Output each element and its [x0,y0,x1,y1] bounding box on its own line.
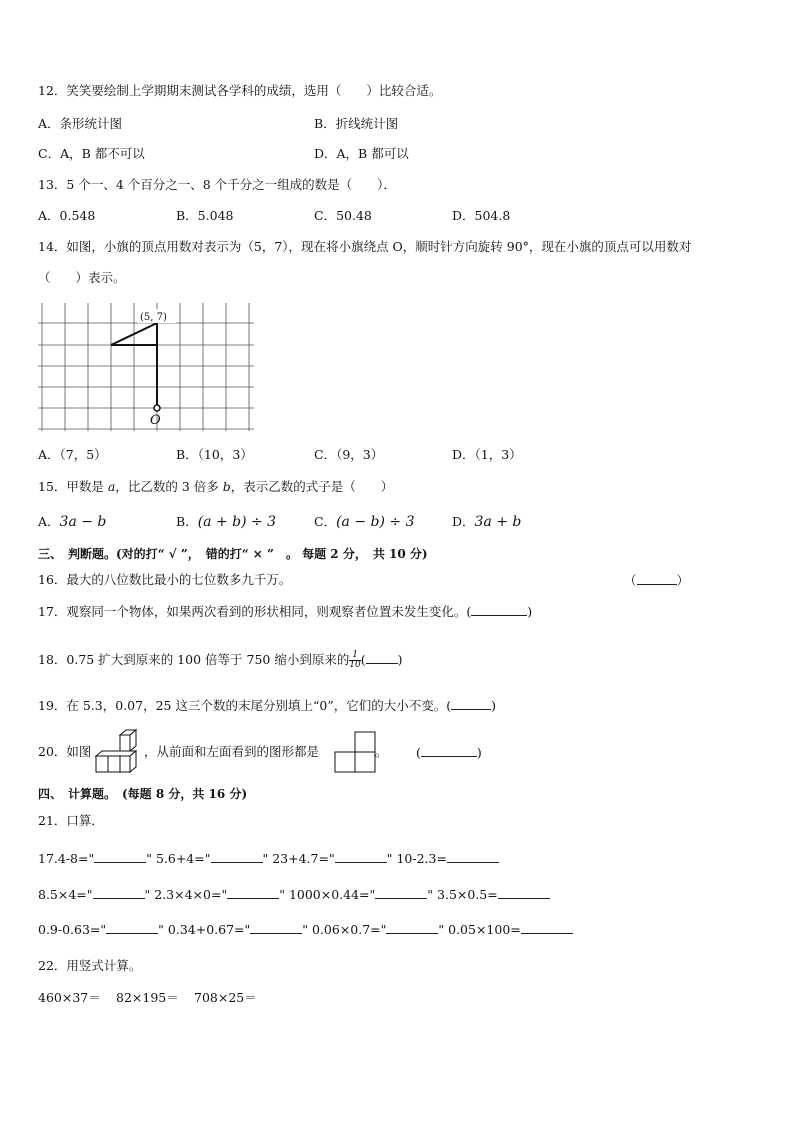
question-16-text: 16．最大的八位数比最小的七位数多九千万。 [38,572,292,587]
question-20-pre: 20．如图 [38,744,92,759]
origin-label: O [150,413,161,428]
q18-close: ) [397,652,403,667]
cube-stack-figure [94,729,140,775]
q21-r3-c1: 0.9-0.63=" [38,922,107,937]
rotation-point-O [154,405,160,411]
question-13-stem: 13．5 个一、4 个百分之一、8 个千分之一组成的数是（ ）． [38,177,396,192]
question-17-text [38,603,532,620]
q21-r2-c3: " 1000×0.44=" [279,887,376,902]
q15-option-d [452,514,521,530]
q22-item-3: 708×25＝ [194,990,257,1005]
q17-stem: 17．观察同一个物体，如果两次看到的形状相同，则观察者位置未发生变化。( [38,604,472,619]
q21-r1-c3: " 23+4.7=" [262,851,335,866]
q16-close: ） [676,573,690,588]
q18-stem: 18．0.75 扩大到原来的 100 倍等于 750 缩小到原来的 [38,652,350,667]
q21-r1-c4: " 10-2.3= [386,851,447,866]
q14-option-b: B．（10，3） [176,447,253,462]
q19-blank[interactable] [451,697,491,710]
answer-blank[interactable] [521,921,573,934]
bottom-row-front [96,756,130,772]
q21-r2-c4: " 3.5×0.5= [427,887,498,902]
q21-r3-c3: " 0.06×0.7=" [302,922,387,937]
q15-a-label: A． [38,514,60,529]
question-15-stem [38,479,393,495]
q15-stem-pre: 15．甲数是 [38,479,108,494]
q21-r3-c2: " 0.34+0.67=" [158,922,251,937]
question-12-stem: 12．笑笑要绘制上学期期末测试各学科的成绩，选用（ ）比较合适。 [38,83,442,98]
section-3-heading: 三、 判断题。(对的打“ √ ”， 错的打“ × ” 。 每题 2 分， 共 10 分) [38,547,428,561]
answer-blank[interactable] [94,850,146,863]
q15-stem-post: ，表示乙数的式子是（ ） [230,479,394,494]
q15-c-label: C． [314,514,337,529]
q18-frac-den: 10 [349,660,361,670]
flag-grid-figure [38,303,258,435]
q15-option-b [176,514,276,530]
q15-a-expr: 3a − b [59,514,107,530]
q13-option-a: A．0.548 [38,208,96,223]
q17-blank[interactable] [471,603,527,616]
q15-var-a: a [107,479,116,494]
question-14-stem-cont: （ ）表示。 [38,270,126,285]
q15-b-label: B． [176,514,198,529]
q21-row-2 [38,886,550,903]
q15-stem-mid: ，比乙数的 3 倍多 [115,479,223,494]
q18-open: ( [360,652,366,667]
q18-blank[interactable] [366,651,398,664]
q19-stem: 19．在 5.3，0.07，25 这三个数的末尾分别填上“0”，它们的大小不变。( [38,698,452,713]
answer-blank[interactable] [335,850,387,863]
question-18-text [38,651,403,670]
view-shape-figure [334,731,378,773]
q13-option-d: D．504.8 [452,208,511,223]
flag-vertex-label: (5, 7) [140,312,167,323]
q18-frac-num: 1 [349,651,360,661]
q13-option-b: B．5.048 [176,208,234,223]
q20-open: ( [416,745,421,760]
q14-option-a: A．（7，5） [38,447,107,462]
q19-close: ) [491,698,496,713]
top-cube-front [120,735,130,751]
bottom-row-top [96,751,136,756]
answer-blank[interactable] [375,886,427,899]
answer-blank[interactable] [498,886,550,899]
q12-option-d: D．A，B 都可以 [314,146,409,161]
q16-answer-box[interactable] [624,572,689,589]
question-21-title: 21．口算． [38,813,104,828]
question-19-text [38,697,496,714]
q18-fraction [349,651,360,670]
q20-blank[interactable] [421,744,477,757]
q15-option-c [314,514,414,530]
answer-blank[interactable] [386,921,438,934]
answer-blank[interactable] [106,921,158,934]
q21-row-3 [38,921,573,938]
q21-r1-c1: 17.4-8=" [38,851,95,866]
section-4-heading: 四、 计算题。 (每题 8 分，共 16 分) [38,787,248,801]
q22-item-2: 82×195＝ [116,990,179,1005]
q21-r2-c1: 8.5×4=" [38,887,93,902]
q12-option-b: B．折线统计图 [314,116,399,131]
answer-blank[interactable] [93,886,145,899]
q21-r3-c4: " 0.05×100= [438,922,521,937]
q15-c-expr: (a − b) ÷ 3 [336,514,415,530]
q12-option-a: A．条形统计图 [38,116,123,131]
question-20-mid: ，从前面和左面看到的图形都是 [144,744,320,759]
q21-r1-c2: " 5.6+4=" [146,851,211,866]
q15-b-expr: (a + b) ÷ 3 [197,514,277,530]
q22-item-1: 460×37＝ [38,990,101,1005]
q15-option-a [38,514,106,530]
q14-option-c: C．（9，3） [314,447,384,462]
question-22-title: 22．用竖式计算。 [38,958,142,973]
q16-blank[interactable] [637,572,677,585]
question-14-stem: 14．如图，小旗的顶点用数对表示为（5，7），现在将小旗绕点 O，顺时针方向旋转 90°，现在小旗的顶点可以用数对 [38,239,692,254]
q15-d-expr: 3a + b [474,514,522,530]
flag-grid-svg [38,303,258,435]
q16-open: （ [624,573,637,588]
q17-close: ) [527,604,533,619]
q14-option-d: D．（1，3） [452,447,522,462]
answer-blank[interactable] [250,921,302,934]
answer-blank[interactable] [227,886,279,899]
answer-blank[interactable] [211,850,263,863]
q15-var-b: b [222,479,231,494]
q21-row-1 [38,850,499,867]
q12-option-c: C．A，B 都不可以 [38,146,145,161]
question-20-post: 。 [375,744,388,759]
q20-answer-box[interactable] [416,744,482,761]
q15-d-label: D． [452,514,475,529]
q21-r2-c2: " 2.3×4×0=" [144,887,228,902]
q13-option-c: C．50.48 [314,208,372,223]
answer-blank[interactable] [447,850,499,863]
q20-close: ) [476,745,482,760]
